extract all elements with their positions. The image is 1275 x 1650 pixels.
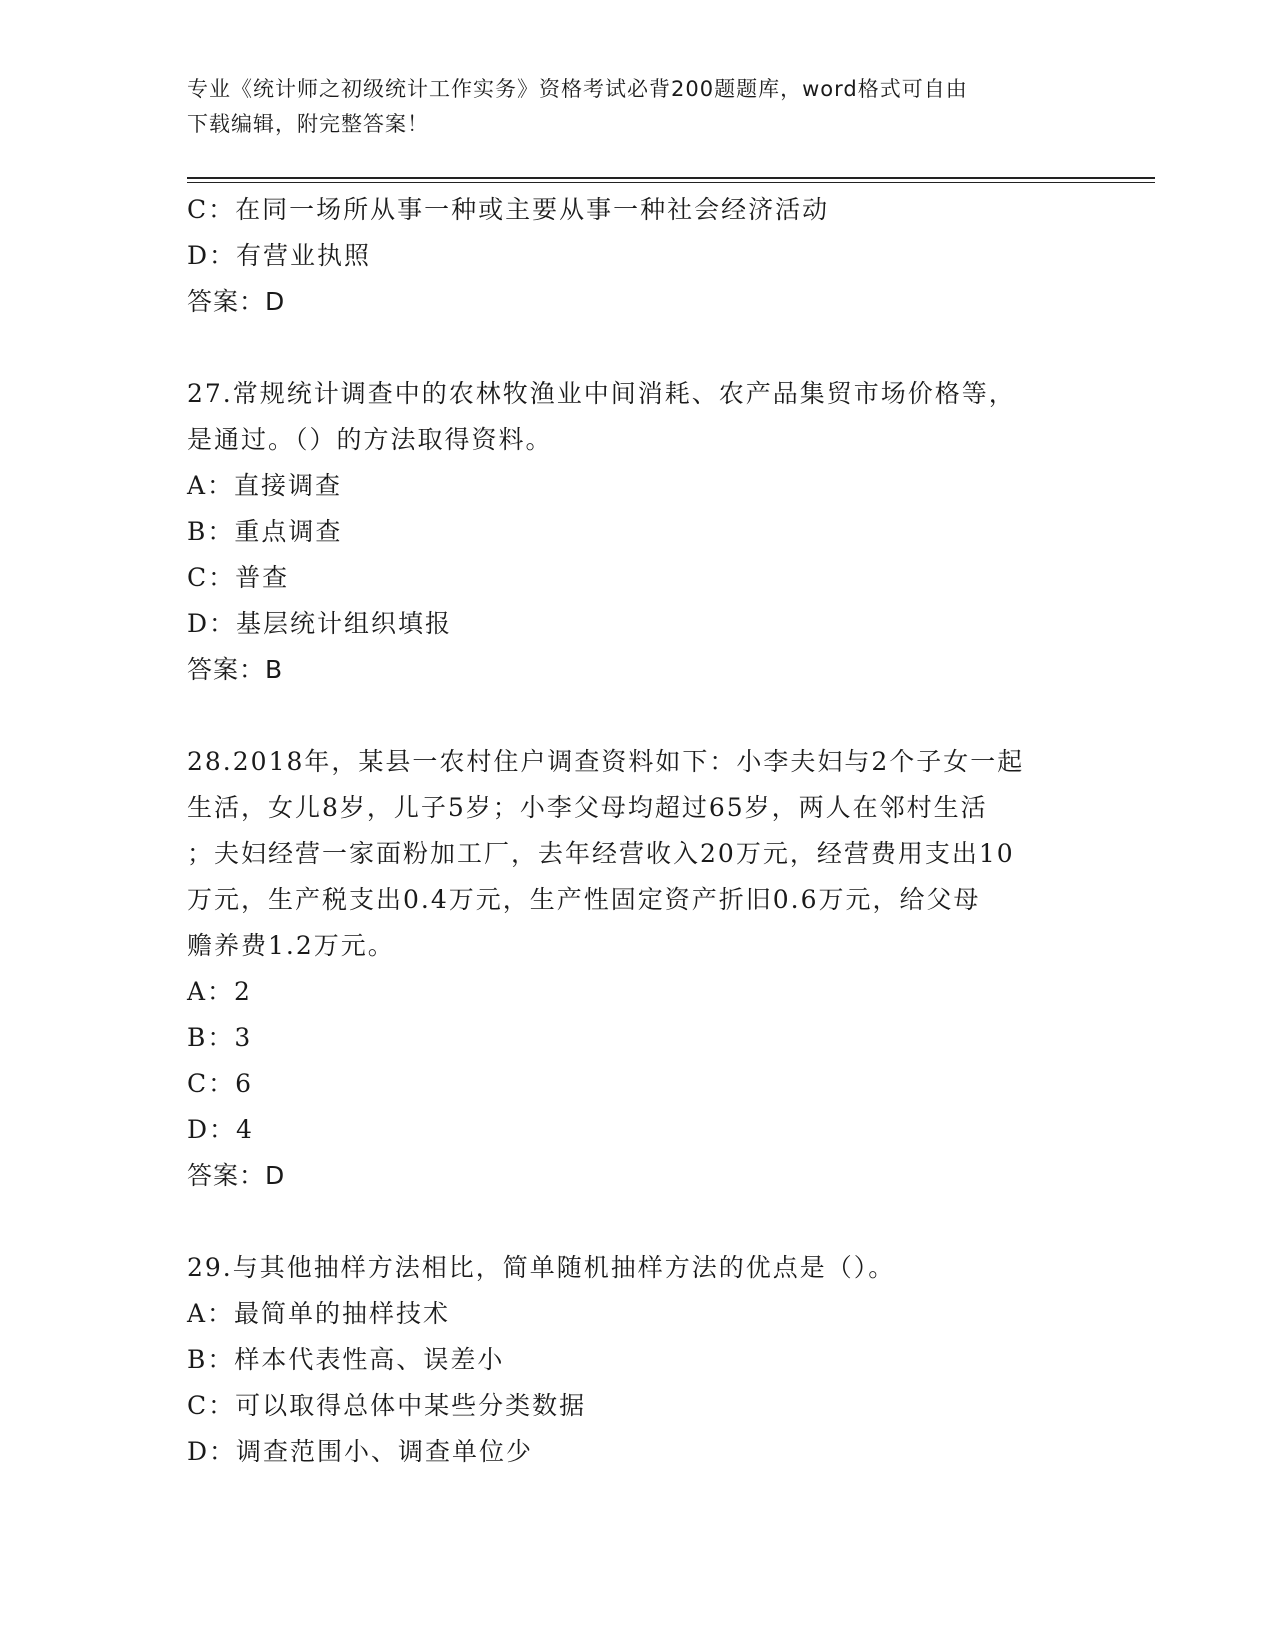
- option-a: A：最简单的抽样技术: [187, 1299, 451, 1328]
- question-text-line: ；夫妇经营一家面粉加工厂，去年经营收入20万元，经营费用支出10: [187, 839, 1015, 868]
- header-line-2: 下载编辑，附完整答案！: [187, 112, 429, 136]
- spacer: [187, 693, 1087, 739]
- option-b: B：样本代表性高、误差小: [187, 1345, 505, 1374]
- header-line-1: 专业《统计师之初级统计工作实务》资格考试必背200题题库，word格式可自由: [187, 77, 968, 101]
- question-26-tail: [187, 187, 1087, 325]
- option-c: C：普查: [187, 563, 290, 592]
- document-body: [187, 187, 1087, 1475]
- answer-line: 答案：D: [187, 287, 286, 316]
- option-a: A：2: [187, 977, 252, 1006]
- spacer: [187, 325, 1087, 371]
- option-d: D：基层统计组织填报: [187, 609, 453, 638]
- question-text-line: 万元，生产税支出0.4万元，生产性固定资产折旧0.6万元，给父母: [187, 885, 981, 914]
- option-a: A：直接调查: [187, 471, 343, 500]
- question-text-line: 29.与其他抽样方法相比，简单随机抽样方法的优点是（）。: [187, 1253, 896, 1282]
- question-29: [187, 1245, 1087, 1475]
- question-28: [187, 739, 1087, 1199]
- header-divider-thin: [187, 182, 1155, 183]
- spacer: [187, 1199, 1087, 1245]
- document-header: [187, 72, 1067, 142]
- answer-line: 答案：B: [187, 655, 284, 684]
- header-divider-thick: [187, 177, 1155, 179]
- question-text-line: 赡养费1.2万元。: [187, 931, 395, 960]
- option-c: C：6: [187, 1069, 254, 1098]
- question-27: [187, 371, 1087, 693]
- question-text-line: 28.2018年，某县一农村住户调查资料如下：小李夫妇与2个子女一起: [187, 747, 1025, 776]
- option-b: B：重点调查: [187, 517, 343, 546]
- question-text-line: 是通过。（）的方法取得资料。: [187, 425, 553, 454]
- option-d: D：4: [187, 1115, 254, 1144]
- option-c: C：可以取得总体中某些分类数据: [187, 1391, 587, 1420]
- option-b: B：3: [187, 1023, 253, 1052]
- option-c: C：在同一场所从事一种或主要从事一种社会经济活动: [187, 195, 830, 224]
- option-d: D：调查范围小、调查单位少: [187, 1437, 534, 1466]
- question-text-line: 生活，女儿8岁，儿子5岁；小李父母均超过65岁，两人在邻村生活: [187, 793, 988, 822]
- option-d: D：有营业执照: [187, 241, 372, 270]
- answer-line: 答案：D: [187, 1161, 286, 1190]
- question-text-line: 27.常规统计调查中的农林牧渔业中间消耗、农产品集贸市场价格等，: [187, 379, 1016, 408]
